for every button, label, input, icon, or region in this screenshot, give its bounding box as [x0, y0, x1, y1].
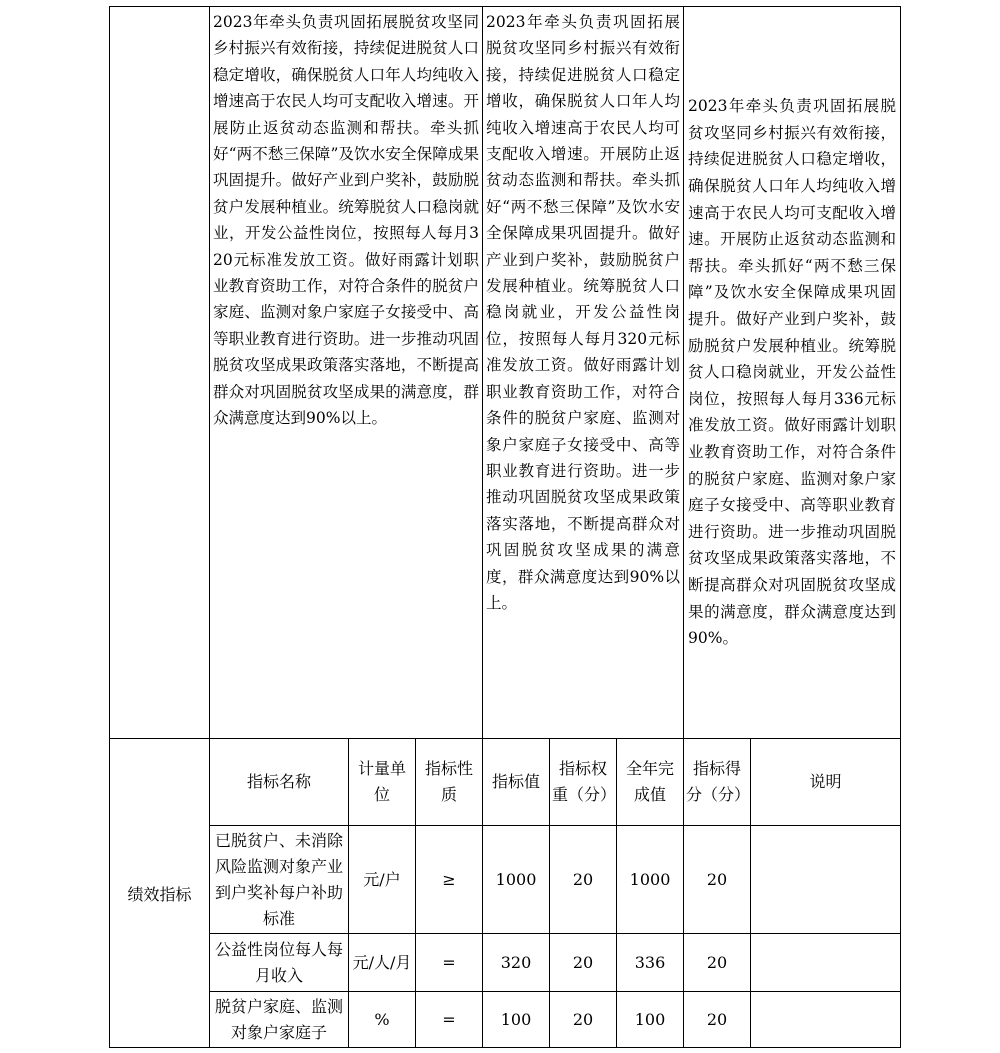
goal-row [110, 7, 901, 739]
header-value: 指标值 [483, 739, 550, 826]
goal-actual-cell [684, 7, 901, 739]
indicator-value: 100 [483, 992, 550, 1048]
header-score: 指标得分（分） [684, 739, 751, 826]
indicator-unit: 元/户 [349, 826, 416, 934]
indicator-name: 公益性岗位每人每月收入 [210, 934, 349, 992]
table-row [110, 992, 901, 1048]
indicator-unit: % [349, 992, 416, 1048]
goal-target-text: 2023年牵头负责巩固拓展脱贫攻坚同乡村振兴有效衔接，持续促进脱贫人口稳定增收，确保脱贫人口年人均纯收入增速高于农民人均可支配收入增速。开展防止返贫动态监测和帮扶。牵头抓好“两不愁三保障”及饮水安全保障成果巩固提升。做好产业到户奖补，鼓励脱贫户发展种植业。统筹脱贫人口稳岗就业，开发公益性岗位，按照每人每月320元标准发放工资。做好雨露计划职业教育资助工作，对符合条件的脱贫户家庭、监测对象户家庭子女接受中、高等职业教育进行资助。进一步推动巩固脱贫攻坚成果政策落实落地，不断提高群众对巩固脱贫攻坚成果的满意度，群众满意度达到90%以上。 [213, 13, 480, 428]
indicator-note [751, 934, 901, 992]
indicator-score: 20 [684, 934, 751, 992]
header-completed: 全年完成值 [617, 739, 684, 826]
header-unit: 计量单位 [349, 739, 416, 826]
table-row [110, 934, 901, 992]
indicator-completed: 1000 [617, 826, 684, 934]
goal-section-label [110, 7, 210, 739]
indicator-unit: 元/人/月 [349, 934, 416, 992]
indicator-nature: = [416, 992, 483, 1048]
performance-table [109, 6, 901, 1048]
table-row [110, 826, 901, 934]
indicator-weight: 20 [550, 826, 617, 934]
goal-plan-text: 2023年牵头负责巩固拓展脱贫攻坚同乡村振兴有效衔接，持续促进脱贫人口稳定增收，确保脱贫人口年人均纯收入增速高于农民人均可支配收入增速。开展防止返贫动态监测和帮扶。牵头抓好“两不愁三保障”及饮水安全保障成果巩固提升。做好产业到户奖补，鼓励脱贫户发展种植业。统筹脱贫人口稳岗就业，开发公益性岗位，按照每人每月320元标准发放工资。做好雨露计划职业教育资助工作，对符合条件的脱贫户家庭、监测对象户家庭子女接受中、高等职业教育进行资助。进一步推动巩固脱贫攻坚成果政策落实落地，不断提高群众对巩固脱贫攻坚成果的满意度，群众满意度达到90%以上。 [486, 13, 681, 612]
indicator-header-row [110, 739, 901, 826]
indicator-score: 20 [684, 826, 751, 934]
goal-target-cell [210, 7, 483, 739]
header-name: 指标名称 [210, 739, 349, 826]
indicator-nature: = [416, 934, 483, 992]
header-nature: 指标性质 [416, 739, 483, 826]
indicator-note [751, 992, 901, 1048]
header-note: 说明 [751, 739, 901, 826]
indicator-section-label: 绩效指标 [110, 739, 210, 1048]
indicator-name: 脱贫户家庭、监测对象户家庭子 [210, 992, 349, 1048]
header-weight: 指标权重（分） [550, 739, 617, 826]
indicator-value: 1000 [483, 826, 550, 934]
indicator-weight: 20 [550, 992, 617, 1048]
indicator-value: 320 [483, 934, 550, 992]
indicator-note [751, 826, 901, 934]
goal-plan-cell [483, 7, 684, 739]
indicator-nature: ≥ [416, 826, 483, 934]
indicator-weight: 20 [550, 934, 617, 992]
indicator-score: 20 [684, 992, 751, 1048]
indicator-completed: 100 [617, 992, 684, 1048]
indicator-completed: 336 [617, 934, 684, 992]
goal-actual-text: 2023年牵头负责巩固拓展脱贫攻坚同乡村振兴有效衔接，持续促进脱贫人口稳定增收，确保脱贫人口年人均纯收入增速高于农民人均可支配收入增速。开展防止返贫动态监测和帮扶。牵头抓好“两不愁三保障”及饮水安全保障成果巩固提升。做好产业到户奖补，鼓励脱贫户发展种植业。统筹脱贫人口稳岗就业，开发公益性岗位，按照每人每月336元标准发放工资。做好雨露计划职业教育资助工作，对符合条件的脱贫户家庭、监测对象户家庭子女接受中、高等职业教育进行资助。进一步推动巩固脱贫攻坚成果政策落实落地，不断提高群众对巩固脱贫攻坚成果的满意度，群众满意度达到90%。 [688, 97, 897, 648]
indicator-name: 已脱贫户、未消除风险监测对象产业到户奖补每户补助标准 [210, 826, 349, 934]
